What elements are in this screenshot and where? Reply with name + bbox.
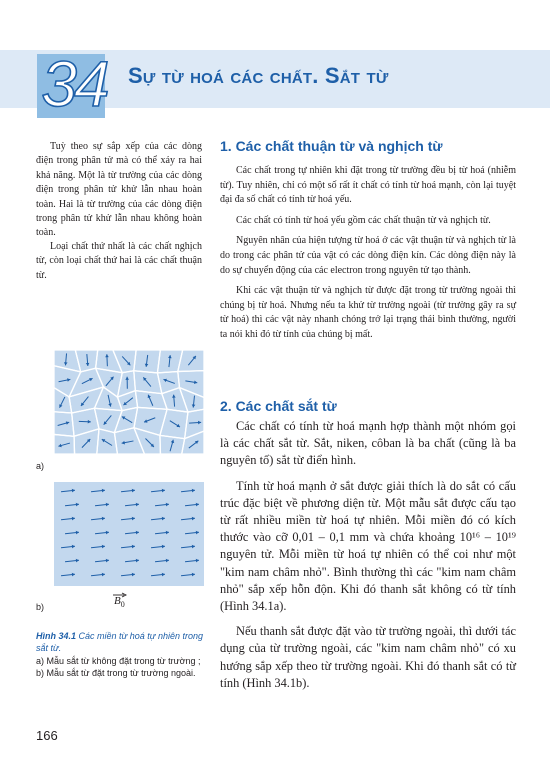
domain-arrow	[95, 559, 109, 563]
domain-arrow	[64, 353, 68, 365]
domain-wall	[114, 428, 144, 454]
domain-arrow	[185, 559, 199, 563]
caption-title-line	[36, 631, 206, 654]
domain-arrow	[185, 380, 197, 384]
figure-label-a: a)	[36, 461, 45, 471]
domain-arrow	[82, 439, 90, 448]
chapter-title: Sự từ hoá các chất. Sắt từ	[128, 63, 389, 88]
domain-arrow	[91, 545, 105, 549]
figure-label-b: b)	[36, 602, 45, 612]
domain-arrow	[61, 545, 75, 549]
domain-arrow	[188, 356, 196, 365]
domain-wall	[118, 371, 136, 397]
domain-arrow	[181, 545, 195, 549]
left-intro-2-text: Loại chất thứ nhất là các chất nghịch từ, còn loại chất thứ hai là các chất thuận từ.	[36, 241, 202, 281]
domain-arrow	[91, 489, 105, 493]
domain-arrow	[145, 355, 149, 367]
domain-arrow	[151, 489, 165, 493]
domain-arrow	[65, 531, 79, 535]
section-1-paragraph: Các chất có tính từ hoá yếu gồm các chất thuận từ và nghịch từ.	[236, 214, 491, 226]
domain-wall	[160, 409, 188, 438]
domain-arrow	[125, 559, 139, 563]
page-number: 166	[36, 728, 58, 743]
domain-arrow	[125, 377, 129, 389]
aligned-domain-illustration	[54, 482, 204, 586]
chapter-number: 34	[41, 48, 107, 120]
section-1-paragraph: Khi các vật thuận từ và nghịch từ được đặt trong từ trường ngoài thì chúng bị từ hoá. Nhưng nếu ta khử từ trường ngoài (từ trường gây ra sự từ hoá) thì các vật này nhanh chóng trở lại trạng thái bình thường, người ta nói khi đó từ tính của chúng bị mất.	[220, 285, 516, 340]
figure-34-1a-random-domains	[54, 350, 204, 454]
domain-arrow	[143, 377, 151, 386]
section-1-paragraph: Các chất trong tự nhiên khi đặt trong từ trường đều bị từ hoá (nhiễm từ). Tuy nhiên, chỉ có một số rất ít chất có tính từ hoá mạnh, còn lại tuyệt đại đa số chất có tính từ hoá yếu.	[220, 165, 516, 206]
random-domain-illustration	[54, 350, 204, 454]
field-b0-label	[114, 595, 125, 609]
field-subscript: 0	[120, 600, 125, 610]
domain-arrow	[121, 517, 135, 521]
figure-34-1b-aligned-domains	[54, 482, 204, 586]
left-intro-2	[36, 240, 202, 283]
caption-number: Hình 34.1	[36, 631, 77, 641]
field-symbol: B	[114, 595, 121, 607]
section-1-body	[220, 164, 516, 349]
domain-arrow	[185, 531, 199, 535]
domain-arrow	[58, 421, 70, 425]
domain-arrow	[65, 503, 79, 507]
domain-arrow	[122, 356, 130, 365]
domain-arrow	[192, 396, 196, 408]
domain-arrow	[104, 415, 112, 424]
domain-arrow	[181, 489, 195, 493]
domain-arrow	[168, 355, 172, 367]
domain-arrow	[170, 421, 180, 427]
domain-arrow	[121, 489, 135, 493]
section-2-paragraph: Tính từ hoá mạnh ở sắt được giải thích là do sắt có cấu trúc đặc biệt về phương diện từ. Một mẫu sắt được cấu tạo từ rất nhiều miền từ hoá tự nhiên. Mỗi miền đó có kích thước vào cỡ 0,01 – 0,1 mm và chứa khoảng 10¹⁶ – 10¹⁹ nguyên tử. Mỗi miền từ hoá tự nhiên có thể coi như một "kim nam châm nhỏ". Bình thường thì các "kim nam châm nhỏ" sắp xếp hỗn độn. Khi đó thanh sắt không có từ tính (Hình 34.1a).	[220, 478, 516, 614]
domain-arrow	[91, 573, 105, 577]
domain-arrow	[91, 517, 105, 521]
domain-wall	[74, 429, 99, 454]
section-2-body	[220, 418, 516, 700]
domain-wall	[178, 350, 204, 372]
domain-arrow	[163, 379, 174, 384]
domain-arrow	[122, 441, 134, 445]
domain-wall	[113, 350, 136, 373]
domain-arrow	[59, 397, 65, 408]
left-intro-1-text: Tuỳ theo sự sắp xếp của các dòng điện trong phân tử mà có thể xảy ra hai khả năng. Một là từ trường của các dòng điện trong phân tử khử lẫn nhau hoàn toàn. Hai là từ trường của các dòng điện trong phân tử khử lẫn nhau không hoàn toàn.	[36, 141, 202, 239]
figure-caption	[36, 631, 206, 679]
section-2-paragraph: Các chất có tính từ hoá mạnh hợp thành một nhóm gọi là các chất sắt từ. Sắt, niken, côban là ba chất (cũng là ba nguyên tố) sắt từ điển hình.	[220, 419, 516, 468]
domain-arrow	[95, 503, 109, 507]
section-1-paragraph: Nguyên nhân của hiện tượng từ hoá ở các vật thuận từ và nghịch từ là do trong các phân tử của vật có các dòng điện kín. Các dòng điện này là do sự chuyển động của các electron trong nguyên tử tạo thành.	[220, 235, 516, 276]
left-intro-1	[36, 140, 202, 241]
domain-arrow	[105, 354, 109, 366]
domain-wall	[134, 407, 167, 435]
section-2-paragraph: Nếu thanh sắt được đặt vào từ trường ngoài, thì dưới tác dụng của từ trường ngoài, các "kim nam châm nhỏ" có xu hướng sắp xếp theo từ trường ngoài. Khi đó thanh sắt có từ tính (Hình 34.1b).	[220, 624, 516, 690]
domain-arrow	[106, 377, 114, 386]
domain-arrow	[95, 531, 109, 535]
domain-arrow	[155, 559, 169, 563]
domain-wall	[157, 372, 179, 394]
domain-arrow	[81, 397, 89, 406]
domain-arrow	[108, 395, 112, 407]
domain-arrow	[189, 441, 199, 448]
domain-arrow	[181, 517, 195, 521]
domain-arrow	[65, 559, 79, 563]
section-2-heading: 2. Các chất sắt từ	[220, 398, 337, 414]
domain-arrow	[151, 517, 165, 521]
domain-arrow	[181, 573, 195, 577]
domain-arrow	[102, 439, 112, 445]
domain-arrow	[122, 417, 132, 423]
domain-arrow	[61, 517, 75, 521]
domain-arrow	[121, 573, 135, 577]
domain-arrow	[61, 489, 75, 493]
domain-arrow	[121, 545, 135, 549]
domain-arrow	[145, 439, 153, 447]
domain-arrow	[125, 503, 139, 507]
domain-arrow	[61, 573, 75, 577]
domain-arrow	[79, 420, 91, 424]
domain-arrow	[144, 418, 155, 423]
domain-arrow	[82, 378, 93, 384]
domain-arrow	[125, 531, 139, 535]
domain-arrow	[155, 503, 169, 507]
caption-body: a) Mẫu sắt từ không đặt trong từ trường ; b) Mẫu sắt từ đặt trong từ trường ngoài.	[36, 656, 201, 678]
domain-arrow	[59, 378, 71, 382]
domain-arrow	[189, 421, 201, 425]
domain-arrow	[151, 573, 165, 577]
domain-arrow	[151, 545, 165, 549]
domain-arrow	[86, 354, 90, 366]
domain-arrow	[172, 395, 176, 407]
caption-title: Các miền từ hoá tự nhiên trong sắt từ.	[36, 631, 204, 653]
domain-arrow	[170, 440, 174, 452]
section-1-heading: 1. Các chất thuận từ và nghịch từ	[220, 138, 443, 154]
domain-arrow	[155, 531, 169, 535]
domain-wall	[180, 388, 204, 412]
domain-arrow	[185, 503, 199, 507]
domain-arrow	[123, 398, 132, 405]
domain-arrow	[148, 395, 153, 406]
domain-arrow	[58, 443, 70, 447]
